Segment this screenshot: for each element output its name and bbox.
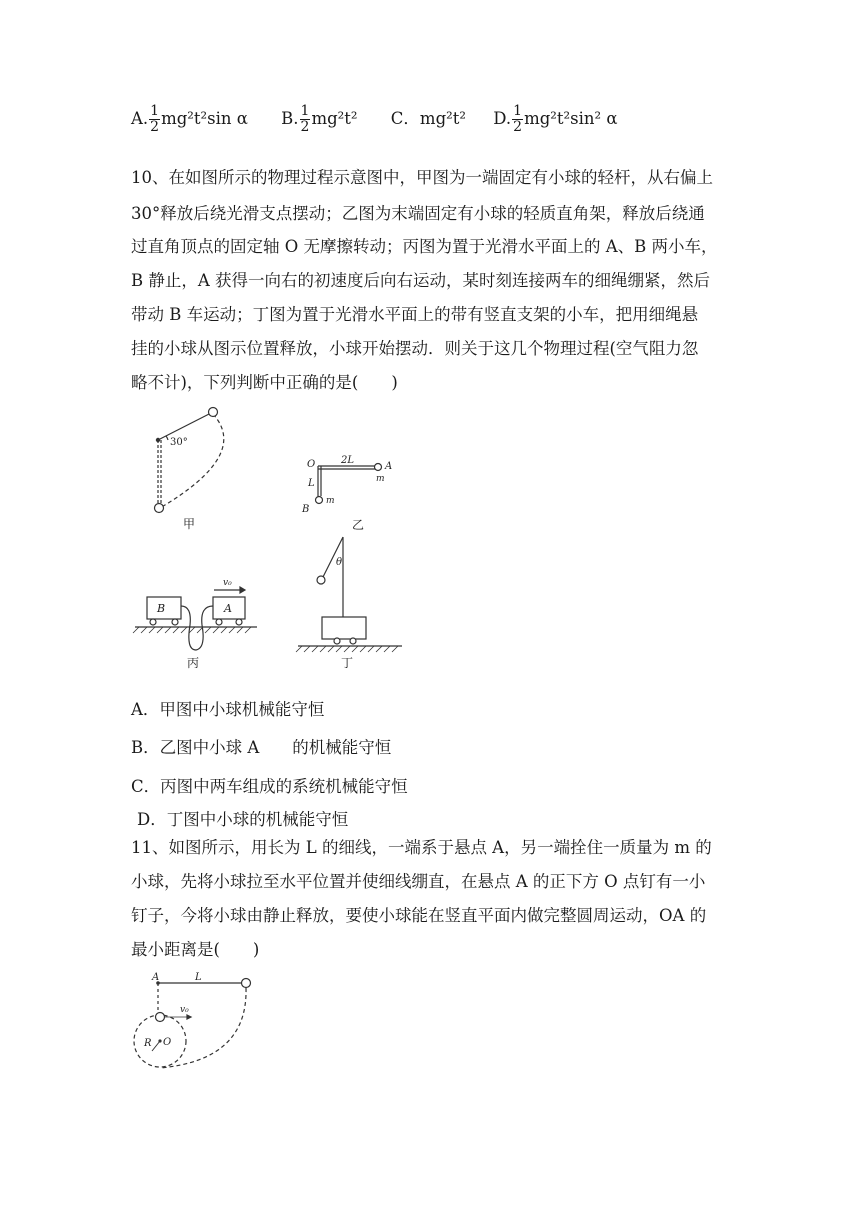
label-r: R <box>144 1038 152 1049</box>
label-yi: 乙 <box>352 518 365 532</box>
q10-line-4: B 静止，A 获得一向右的初速度后向右运动，某时刻连接两车的细绳绷紧，然后 <box>131 271 711 290</box>
label-ding: 丁 <box>341 656 354 670</box>
label-m-a: m <box>376 474 385 484</box>
q10-option-d: D．丁图中小球的机械能守恒 <box>137 810 349 829</box>
q10-line-5: 带动 B 车运动；丁图为置于光滑水平面上的带有竖直支架的小车，把用细绳悬 <box>131 305 699 324</box>
q11-line-1: 11、如图所示，用长为 L 的细线，一端系于悬点 A，另一端拴住一质量为 m 的 <box>131 838 712 857</box>
label-bing: 丙 <box>187 656 200 670</box>
q10-line-6: 挂的小球从图示位置释放，小球开始摆动．则关于这几个物理过程(空气阻力忽 <box>131 339 699 358</box>
figure-jia <box>155 408 224 513</box>
q9-option-b: B. $\frac{1}{2}$ mg²t² <box>281 103 358 135</box>
label-2l: 2L <box>341 455 355 466</box>
q11-line-4: 最小距离是( ) <box>131 940 260 959</box>
q10-line-1: 10、在如图所示的物理过程示意图中，甲图为一端固定有小球的轻杆，从右偏上 <box>131 168 713 187</box>
label-o: O <box>163 1037 172 1048</box>
label-cart-a: A <box>224 602 232 615</box>
q10-option-a: A．甲图中小球机械能守恒 <box>131 700 325 719</box>
q9-option-a: A. $\frac{1}{2}$ mg²t²sin α <box>131 103 248 135</box>
q11-line-3: 钉子，今将小球由静止释放，要使小球能在竖直平面内做完整圆周运动，OA 的 <box>131 906 707 925</box>
q11-figure <box>128 965 268 1075</box>
label-angle-30: 30° <box>170 437 188 448</box>
label-o: O <box>307 459 316 470</box>
q10-line-7: 略不计)，下列判断中正确的是( ) <box>131 373 398 392</box>
fraction-one-half: $\frac{1}{2}$ <box>300 103 310 135</box>
q9-options-row <box>131 104 646 135</box>
label-a: A <box>152 972 160 983</box>
q10-line-3: 过直角顶点的固定轴 O 无摩擦转动；丙图为置于光滑水平面上的 A、B 两小车， <box>131 237 718 256</box>
label-cart-b: B <box>157 602 166 615</box>
fraction-one-half: $\frac{1}{2}$ <box>150 103 160 135</box>
label-jia: 甲 <box>183 517 196 531</box>
label-l: L <box>195 972 202 983</box>
label-m-b: m <box>326 496 335 506</box>
q10-option-b: B．乙图中小球 A 的机械能守恒 <box>131 738 392 757</box>
label-v0: v₀ <box>180 1005 189 1015</box>
label-b: B <box>302 504 310 515</box>
q10-line-2: 30°释放后绕光滑支点摆动；乙图为末端固定有小球的轻质直角架，释放后绕通 <box>131 204 705 223</box>
label-l: L <box>308 478 315 489</box>
figure-bing <box>133 587 257 650</box>
label-theta: θ <box>336 557 343 568</box>
q10-option-c: C．丙图中两车组成的系统机械能守恒 <box>131 777 408 796</box>
figure-ding <box>296 537 402 652</box>
q11-line-2: 小球，先将小球拉至水平位置并使细线绷直，在悬点 A 的正下方 O 点钉有一小 <box>131 872 706 891</box>
q10-figure <box>125 405 425 670</box>
label-a: A <box>385 461 393 472</box>
label-v0: v₀ <box>223 578 232 588</box>
fraction-one-half: $\frac{1}{2}$ <box>513 103 523 135</box>
q9-option-d: D. $\frac{1}{2}$ mg²t²sin² α <box>493 103 618 135</box>
q9-option-c: C．mg²t² <box>390 109 466 128</box>
